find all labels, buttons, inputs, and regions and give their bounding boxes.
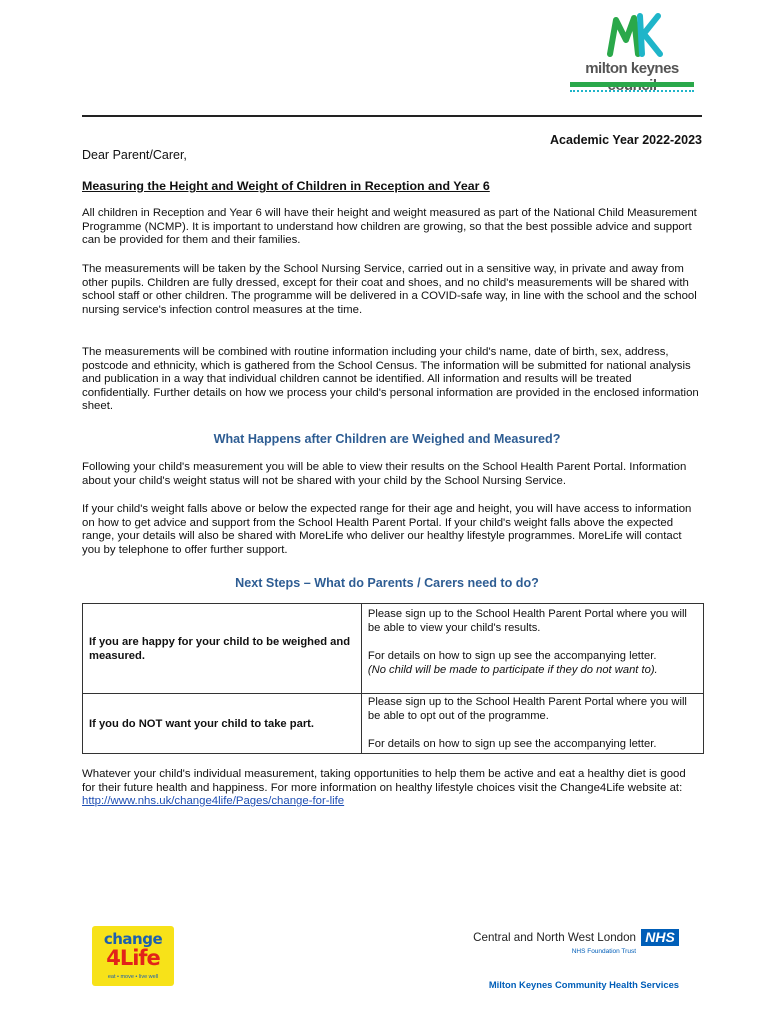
opt-out-action-line1: Please sign up to the School Health Parent Portal where you will be able to opt out of the programme. <box>367 696 687 722</box>
closing-paragraph <box>82 768 702 809</box>
header-divider <box>82 115 702 117</box>
table-cell-consent: If you are happy for your child to be weighed and measured. <box>83 604 362 694</box>
closing-text: Whatever your child's individual measurement, taking opportunities to help them be active and eat a healthy diet is good for their future health and happiness. For more information on healthy lifestyle choices visit the Change4Life website at: <box>82 768 686 794</box>
council-logo <box>566 10 698 98</box>
nhs-logo-badge: NHS <box>641 929 679 946</box>
change4life-tagline: eat • move • live well <box>107 974 159 980</box>
next-steps-table <box>82 603 704 754</box>
change4life-bottom-text: 4Life <box>106 946 160 970</box>
nhs-service-name: Milton Keynes Community Health Services <box>488 979 679 990</box>
intro-paragraph-2: The measurements will be taken by the School Nursing Service, carried out in a sensitive way, in private and away from other pupils. Children are fully dressed, except for their coat and shoes, and no child's measurements will be shared with school staff or other children. The programme will be delivered in a COVID-safe way, in line with the school and the school nursing service's infection control measures at the time. <box>82 263 697 316</box>
table-cell-opt-out-action <box>361 694 703 754</box>
logo-bar-green <box>570 82 694 87</box>
salutation: Dear Parent/Carer, <box>82 148 187 162</box>
nhs-trust-name: NHS Foundation Trust <box>571 948 636 955</box>
consent-action-note: (No child will be made to participate if they do not want to). <box>367 664 658 676</box>
mk-logo-mark <box>604 10 664 58</box>
letter-title: Measuring the Height and Weight of Children in Reception and Year 6 <box>82 179 490 193</box>
intro-paragraph-3: The measurements will be combined with routine information including your child's name, date of birth, sex, address, postcode and ethnicity, which is gathered from the School Census. The information will be submitted for national analysis and publication in a way that individual children cannot be identified. All information and results will be treated confidentially. Further details on how we process your child's personal information are provided in the enclosed information sheet. <box>82 346 699 413</box>
table-cell-opt-out: If you do NOT want your child to take part. <box>83 694 362 754</box>
change4life-logo <box>92 926 174 986</box>
change4life-top-text: change <box>103 930 163 948</box>
nhs-org-name: Central and North West London <box>473 931 636 944</box>
opt-out-action-line2: For details on how to sign up see the accompanying letter. <box>367 738 657 750</box>
intro-paragraph-1: All children in Reception and Year 6 will have their height and weight measured as part of the National Child Measurement Programme (NCMP). It is important to understand how children are growing, so that the best possible advice and support can be provided for them and their families. <box>82 207 697 247</box>
table-row <box>83 604 704 694</box>
table-row <box>83 694 704 754</box>
consent-action-line1: Please sign up to the School Health Parent Portal where you will be able to view your child's results. <box>367 608 687 634</box>
academic-year: Academic Year 2022-2023 <box>550 133 702 147</box>
logo-bar-dotted <box>570 90 694 94</box>
section-heading-after-measured: What Happens after Children are Weighed and Measured? <box>213 432 561 446</box>
change4life-link[interactable]: http://www.nhs.uk/change4life/Pages/change-for-life <box>82 795 345 808</box>
council-name: milton keynes <box>585 60 679 77</box>
mk-logo-icon <box>604 10 664 58</box>
section-heading-next-steps: Next Steps – What do Parents / Carers need to do? <box>235 576 539 590</box>
section1-paragraph-2: If your child's weight falls above or below the expected range for their age and height, you will have access to information on how to get advice and support from the School Health Parent Portal. If your child's weight falls above the expected range, your details will also be shared with MoreLife who deliver our healthy lifestyle programmes. MoreLife will contact you by telephone to offer further support. <box>82 503 692 556</box>
consent-action-line2: For details on how to sign up see the accompanying letter. <box>367 650 657 662</box>
section1-paragraph-1: Following your child's measurement you will be able to view their results on the School Health Parent Portal. Information about your child's weight status will not be shared with your child by the School Nursing Service. <box>82 461 687 487</box>
table-cell-consent-action <box>361 604 703 694</box>
